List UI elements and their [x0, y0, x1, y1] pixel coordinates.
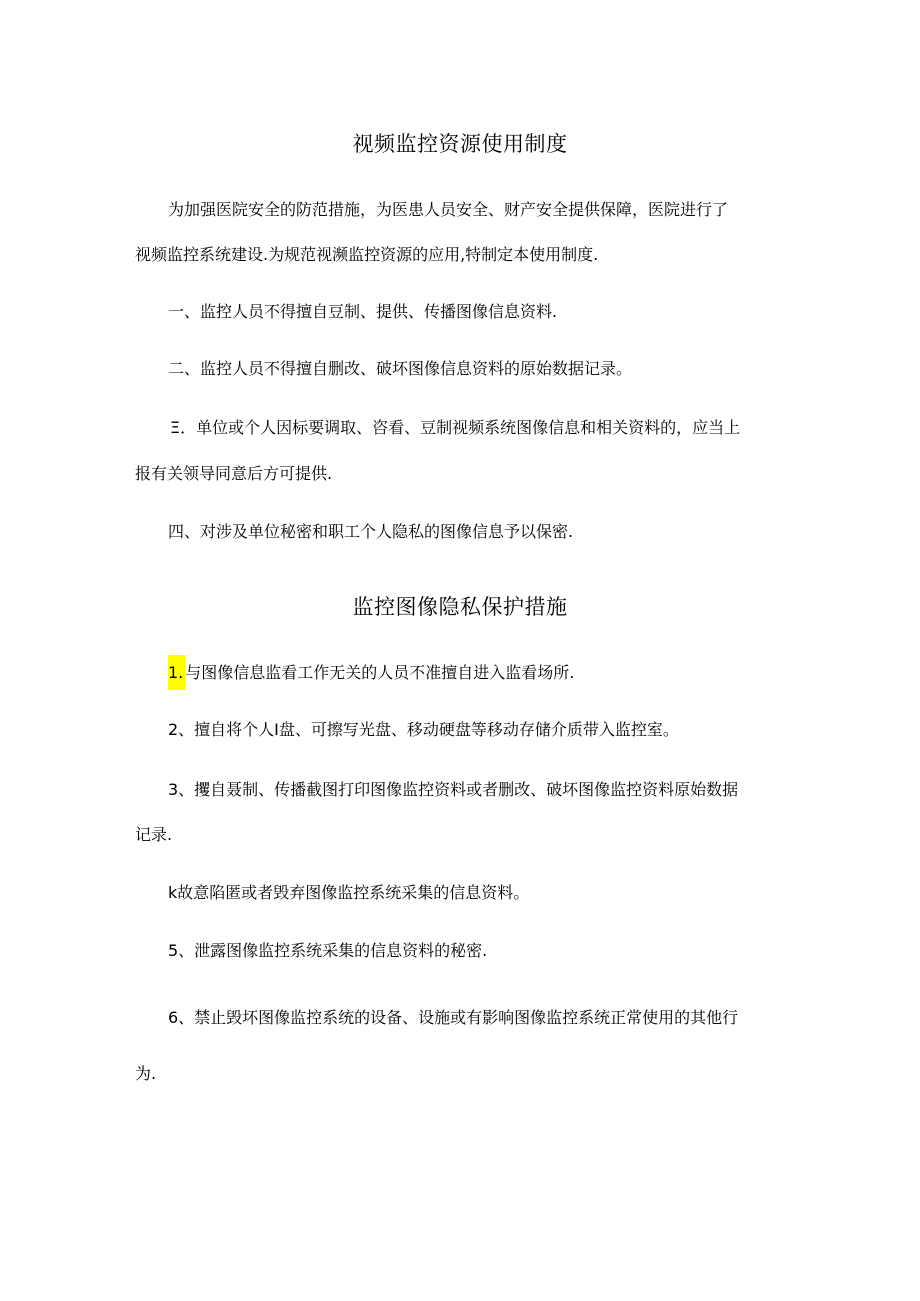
measure-5: 5、泄露图像监控系统采集的信息资料的秘密. — [168, 941, 488, 960]
measure-6-line-1: 6、禁止毁坏图像监控系统的设备、设施或有影响图像监控系统正常使用的其他行 — [168, 1008, 739, 1027]
measure-4: k故意陷匿或者毁弃图像监控系统采集的信息资料。 — [168, 883, 530, 902]
rule-1: 一、监控人员不得擅自豆制、提供、传播图像信息资料. — [168, 302, 558, 321]
intro-line-1: 为加强医院安全的防范措施，为医患人员安全、财产安全提供保障，医院进行了 — [168, 200, 729, 219]
rule-4: 四、对涉及单位秘密和职工个人隐私的图像信息予以保密. — [168, 522, 574, 541]
measure-3-line-2: 记录. — [135, 825, 173, 844]
highlighted-number: 1. — [168, 655, 185, 690]
intro-line-2: 视频监控系统建设.为规范视濒监控资源的应用,特制定本使用制度. — [135, 245, 599, 264]
rule-3-line-1: Ξ．单位或个人因标要调取、咨看、豆制视频系统图像信息和相关资料的，应当上 — [170, 418, 741, 437]
measure-6-line-2: 为. — [135, 1064, 157, 1083]
measure-1 — [168, 663, 574, 683]
document-title: 视频监控资源使用制度 — [352, 132, 568, 156]
rule-3-line-2: 报有关领导同意后方可提供. — [135, 464, 333, 483]
measure-3-line-1: 3、攫自聂制、传播截图打印图像监控资料或者删改、破坏图像监控资料原始数据 — [168, 780, 739, 799]
rule-2: 二、监控人员不得擅自删改、破坏图像信息资料的原始数据记录。 — [168, 359, 633, 378]
measure-1-text: 与图像信息监看工作无关的人员不准擅自进入监看场所. — [185, 663, 575, 682]
section-title: 监控图像隐私保护措施 — [352, 595, 568, 619]
measure-2: 2、擅自将个人I盘、可擦写光盘、移动硬盘等移动存储介质带入监控室。 — [168, 720, 679, 739]
